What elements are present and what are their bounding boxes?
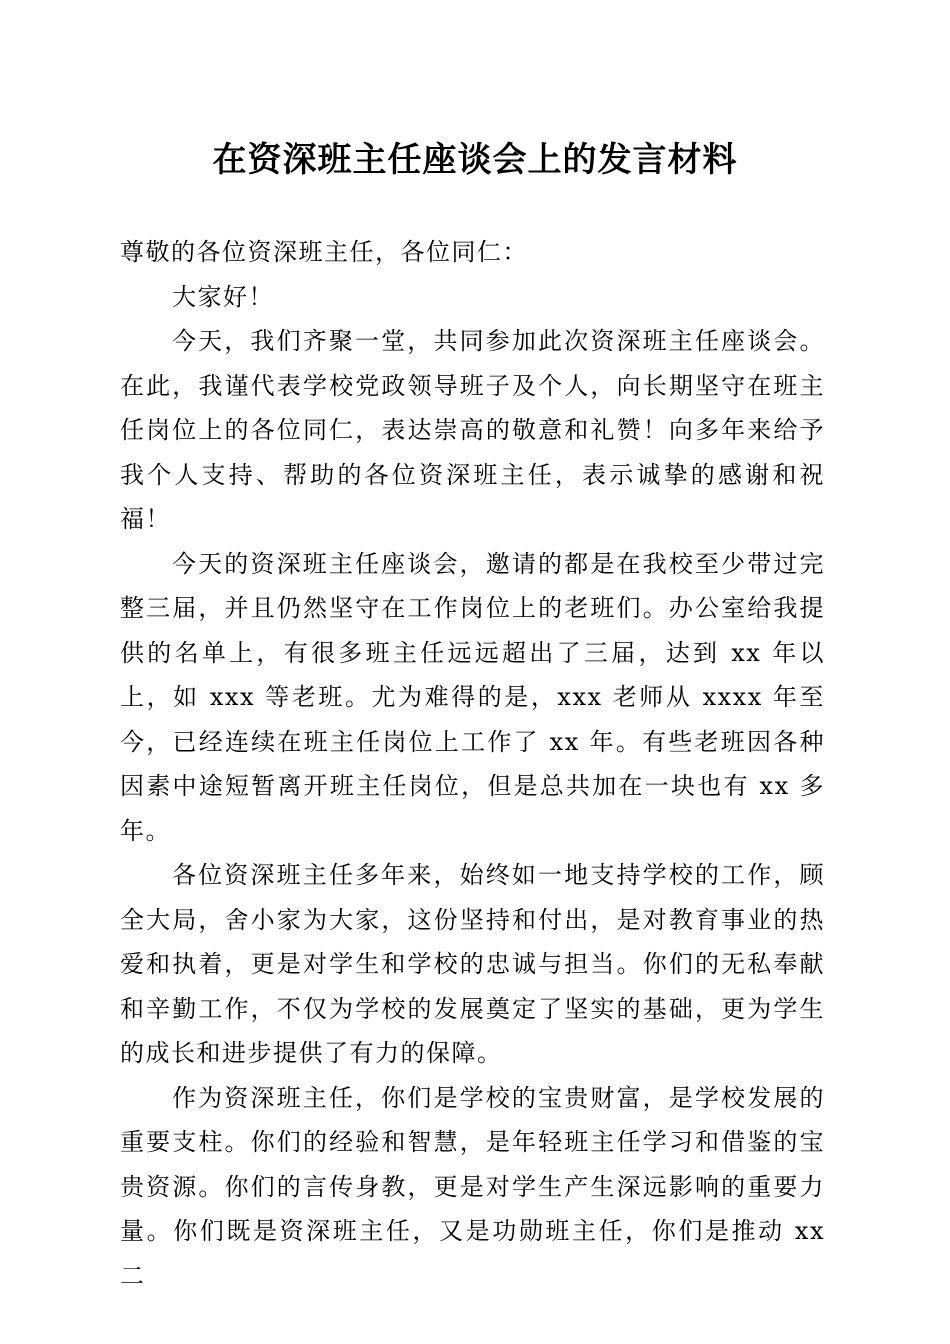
greeting: 大家好！ — [172, 282, 274, 311]
paragraph-2: 今天的资深班主任座谈会，邀请的都是在我校至少带过完整三届，并且仍然坚守在工作岗位上的老班们。办公室给我提供的名单上，有很多班主任远远超出了三届，达到 xx 年以上，如 xxx 等老班。尤为难得的是，xxx 老师从 xxxx 年至今，已经连续在班主任岗位上工作了 xx 年。有些老班因各种因素中途短暂离开班主任岗位，但是总共加在一块也有 xx 多年。 — [120, 549, 825, 845]
paragraph-3: 各位资深班主任多年来，始终如一地支持学校的工作，顾全大局，舍小家为大家，这份坚持和付出，是对教育事业的热爱和执着，更是对学生和学校的忠诚与担当。你们的无私奉献和辛勤工作，不仅为学校的发展奠定了坚实的基础，更为学生的成长和进步提供了有力的保障。 — [120, 861, 825, 1067]
paragraph-1: 今天，我们齐聚一堂，共同参加此次资深班主任座谈会。在此，我谨代表学校党政领导班子及个人，向长期坚守在班主任岗位上的各位同仁，表达崇高的敬意和礼赞！向多年来给予我个人支持、帮助的各位资深班主任，表示诚挚的感谢和祝福！ — [120, 327, 825, 533]
salutation: 尊敬的各位资深班主任，各位同仁： — [120, 238, 528, 266]
paragraph-4: 作为资深班主任，你们是学校的宝贵财富，是学校发展的重要支柱。你们的经验和智慧，是年轻班主任学习和借鉴的宝贵资源。你们的言传身教，更是对学生产生深远影响的重要力量。你们既是资深班主任，又是功勋班主任，你们是推动 xx 二 — [120, 1083, 825, 1290]
document-title: 在资深班主任座谈会上的发言材料 — [212, 140, 738, 180]
document-body — [120, 230, 825, 1298]
